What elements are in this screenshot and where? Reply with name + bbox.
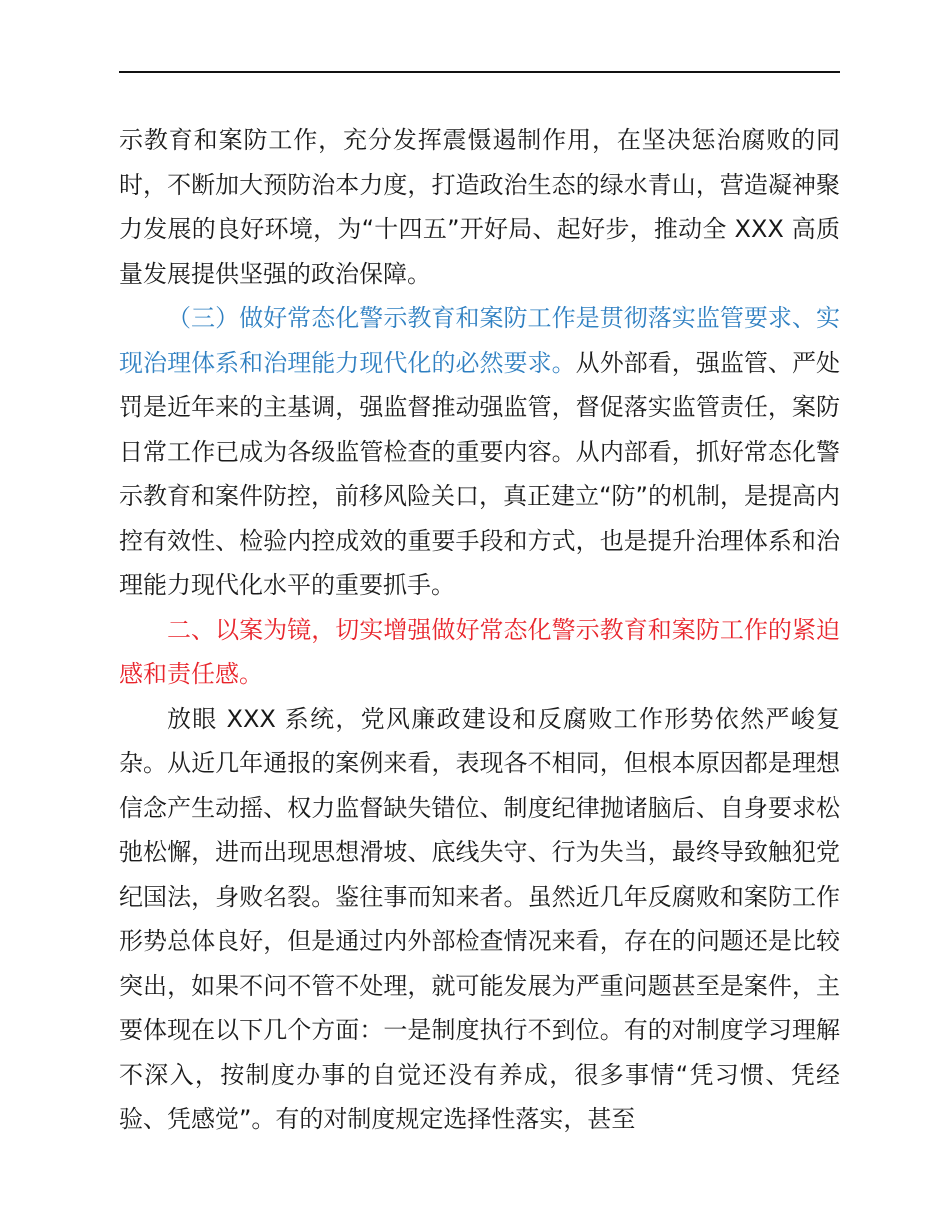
paragraph-continuation (119, 118, 840, 296)
paragraph-text: 示教育和案防工作，充分发挥震慑遏制作用，在坚决惩治腐败的同时，不断加大预防治本力度，打造政治生态的绿水青山，营造凝神聚力发展的良好环境，为“十四五”开好局、起好步，推动全 XXX 高质量发展提供坚强的政治保障。 (119, 126, 840, 288)
section-heading-three: （三）做好常态化警示教育和案防工作是贯彻落实监管要求、实现治理体系和治理能力现代化的必然要求。 (119, 304, 840, 377)
paragraph-outlook (119, 697, 840, 1142)
paragraph-text: 放眼 XXX 系统，党风廉政建设和反腐败工作形势依然严峻复杂。从近几年通报的案例来看，表现各不相同，但根本原因都是理想信念产生动摇、权力监督缺失错位、制度纪律抛诸脑后、自身要求松弛松懈，进而出现思想滑坡、底线失守、行为失当，最终导致触犯党纪国法，身败名裂。鉴往事而知来者。虽然近几年反腐败和案防工作形势总体良好，但是通过内外部检查情况来看，存在的问题还是比较突出，如果不问不管不处理，就可能发展为严重问题甚至是案件，主要体现在以下几个方面：一是制度执行不到位。有的对制度学习理解不深入，按制度办事的自觉还没有养成，很多事情“凭习惯、凭经验、凭感觉”。有的对制度规定选择性落实，甚至 (119, 704, 840, 1133)
document-body (119, 118, 840, 1142)
heading-text: 二、以案为镜，切实增强做好常态化警示教育和案防工作的紧迫感和责任感。 (119, 615, 840, 688)
paragraph-section-three (119, 296, 840, 608)
header-rule (119, 71, 840, 73)
chapter-heading-two (119, 608, 840, 697)
paragraph-text: 从外部看，强监管、严处罚是近年来的主基调，强监督推动强监管，督促落实监管责任，案防日常工作已成为各级监管检查的重要内容。从内部看，抓好常态化警示教育和案件防控，前移风险关口，真正建立“防”的机制，是提高内控有效性、检验内控成效的重要手段和方式，也是提升治理体系和治理能力现代化水平的重要抓手。 (119, 348, 841, 599)
